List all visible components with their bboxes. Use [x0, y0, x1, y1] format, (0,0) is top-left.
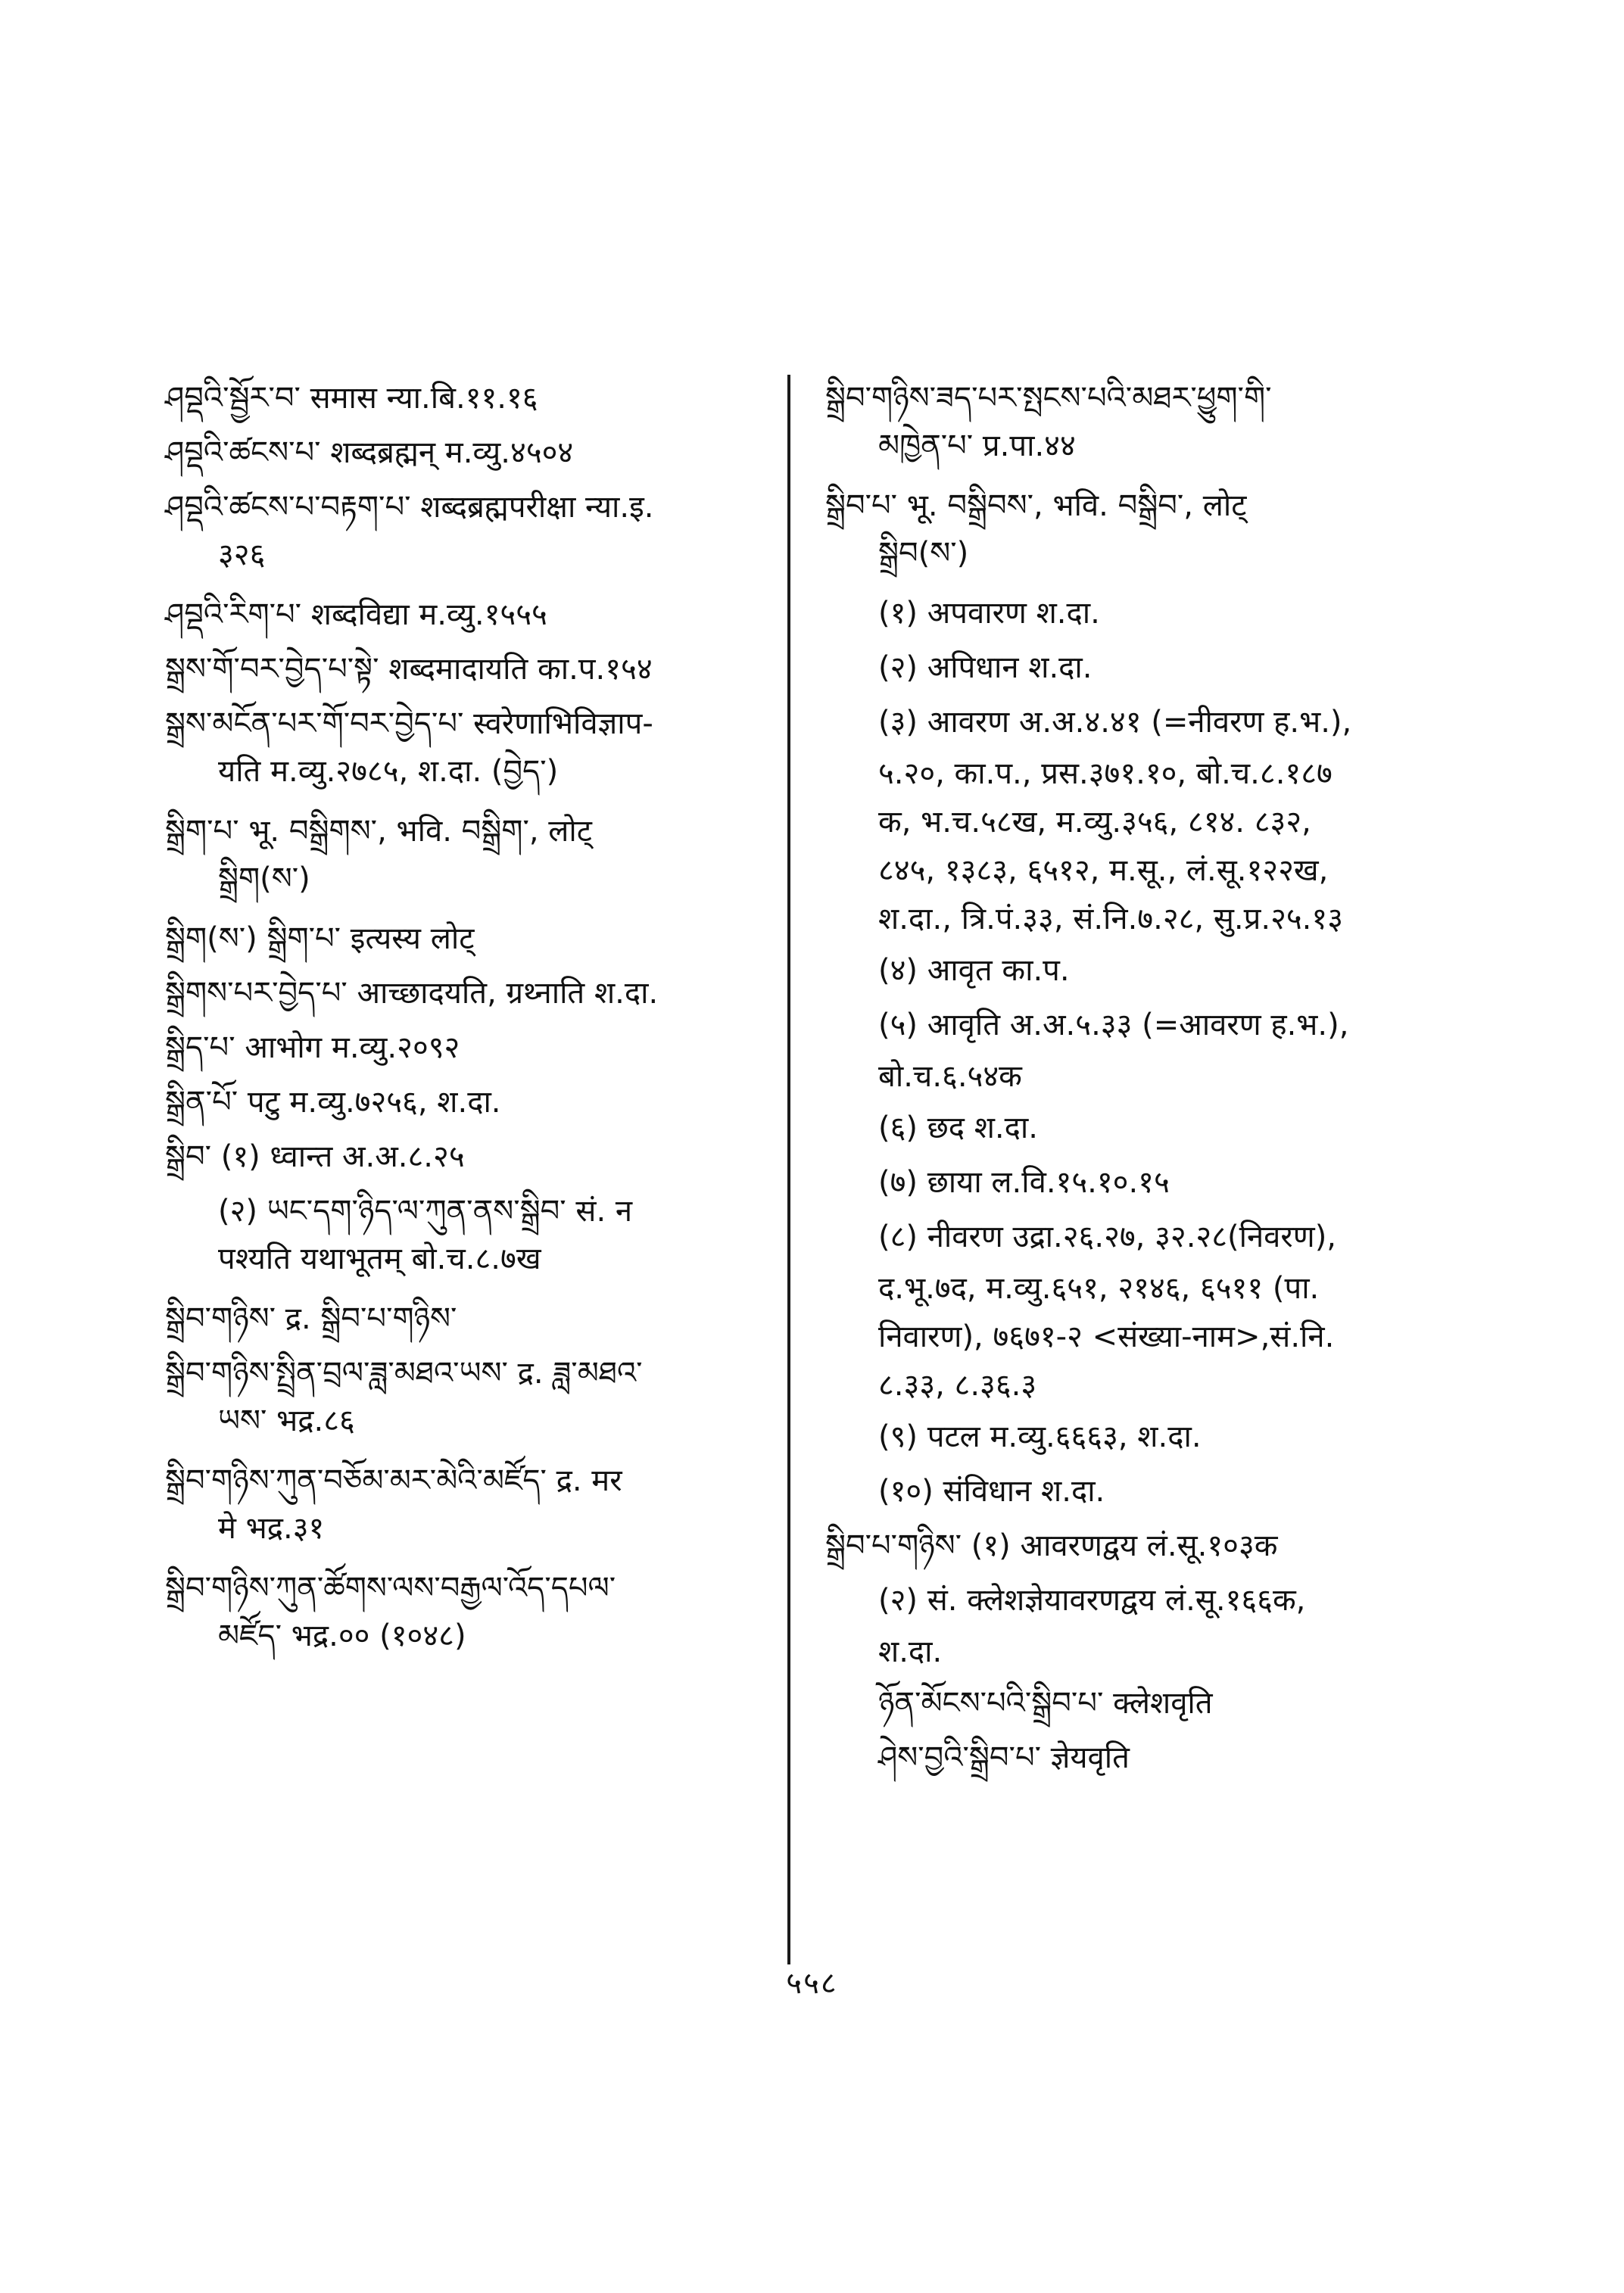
dictionary-entry: སྒྲིབ་གཉིས་ द्र. སྒྲིབ་པ་གཉིས་ [165, 1301, 457, 1336]
dictionary-entry: སྒྲིག་པ་ भू. བསྒྲིགས་, भवि. བསྒྲིག་, लोट् [165, 814, 592, 849]
entry-continuation: མཛོད་ भद्र.०० (१०४८) [218, 1618, 466, 1653]
dictionary-entry: སྒྲིག(ས་) སྒྲིག་པ་ इत्यस्य लोट् [165, 921, 475, 956]
sense-line: (५) आवृति अ.अ.५.३३ (=आवरण ह.भ.), [878, 1008, 1349, 1042]
left-column [165, 371, 775, 1668]
entry-continuation: क, भ.च.५८ख, म.व्यु.३५६, ८१४. ८३२, [878, 805, 1311, 840]
sense-line: (९) पटल म.व्यु.६६६३, श.दा. [878, 1419, 1202, 1454]
dictionary-entry: ཤབྡའི་སྦྱོར་བ་ समास न्या.बि.११.१६ [165, 381, 538, 416]
dictionary-entry: སྒྲིབ་ (१) ध्वान्त अ.अ.८.२५ [165, 1139, 465, 1174]
entry-continuation: द.भू.७द, म.व्यु.६५१, २१४६, ६५११ (पा. [878, 1271, 1320, 1306]
entry-continuation: ५.२०, का.प., प्रस.३७१.१०, बो.च.८.१८७ [878, 756, 1333, 791]
entry-continuation: श.दा., त्रि.पं.३३, सं.नि.७.२८, सु.प्र.२५.१३ [878, 902, 1343, 936]
sense-line: (६) छद श.दा. [878, 1111, 1038, 1145]
entry-continuation: ཡས་ भद्र.८६ [218, 1404, 355, 1438]
dictionary-entry: སྒྲིགས་པར་བྱེད་པ་ आच्छादयति, ग्रथ्नाति श.दा. [165, 976, 659, 1011]
sense-line: (१०) संविधान श.दा. [878, 1474, 1105, 1509]
entry-continuation: श.दा. [878, 1634, 943, 1669]
sense-line: ཤེས་བྱའི་སྒྲིབ་པ་ ज्ञेयवृति [878, 1740, 1130, 1775]
entry-continuation: སྒྲིབ(ས་) [878, 536, 969, 571]
dictionary-entry: སྒྲས་གོ་བར་བྱེད་པ་སྟེ་ शब्दमादायति का.प.१५४ [165, 652, 653, 687]
entry-continuation: སྒྲིག(ས་) [218, 861, 310, 896]
entry-continuation: निवारण), ७६७१-२ <संख्या-नाम>,सं.नि. [878, 1319, 1335, 1354]
sense-line: (७) छाया ल.वि.१५.१०.१५ [878, 1165, 1170, 1200]
entry-continuation: ८.३३, ८.३६.३ [878, 1368, 1037, 1403]
entry-continuation: ३२६ [218, 537, 266, 572]
dictionary-entry: སྒྲིབ་པ་གཉིས་ (१) आवरणद्वय लं.सू.१०३क [825, 1528, 1278, 1563]
entry-continuation: यति म.व्यु.२७८५, श.दा. (བྱེད་) [218, 754, 559, 789]
dictionary-entry: སྒྲིབ་གཉིས་ཀུན་བཅོམ་མར་མེའི་མཛོད་ द्र. मर [165, 1463, 622, 1498]
entry-continuation: ८४५, १३८३, ६५१२, म.सू., लं.सू.१२२ख, [878, 853, 1329, 888]
page-number: ५५८ [786, 1966, 838, 2001]
dictionary-entry: སྒྲིབ་པ་ भू. བསྒྲིབས་, भवि. བསྒྲིབ་, लोट् [825, 488, 1247, 523]
sense-line: (३) आवरण अ.अ.४.४१ (=नीवरण ह.भ.), [878, 705, 1352, 740]
dictionary-entry: སྒྲིད་པ་ आभोग म.व्यु.२०९२ [165, 1030, 460, 1065]
entry-continuation: मे भद्र.३१ [218, 1511, 325, 1546]
sense-line: (४) आवृत का.प. [878, 953, 1070, 988]
entry-continuation: बो.च.६.५४क [878, 1059, 1022, 1094]
dictionary-entry: སྒྲིབ་གཉིས་སྤྲིན་བྲལ་ཟླ་མཐའ་ཡས་ द्र. ཟླ་མཐའ་ [165, 1356, 643, 1391]
dictionary-entry: སྒྲིབ་གཉིས་ཀུན་ཚོགས་ལས་བརྒྱལ་འོད་དཔལ་ [165, 1571, 616, 1606]
sense-line: (२) ཡང་དག་ཉིད་ལ་ཀུན་ནས་སྒྲིབ་ सं. न [218, 1194, 633, 1229]
dictionary-entry: ཤབྡའི་ཚངས་པ་བརྟག་པ་ शब्दब्रह्मपरीक्षा न्या.इ. [165, 490, 654, 525]
sense-line: (२) सं. क्लेशज्ञेयावरणद्वय लं.सू.१६६क, [878, 1583, 1306, 1618]
dictionary-entry: སྒྲིབ་གཉིས་ཟད་པར་སྤངས་པའི་མཐར་ཕྱུག་གི་ [825, 381, 1272, 416]
sense-line: (२) अपिधान श.दा. [878, 650, 1093, 685]
sense-line: ཉོན་མོངས་པའི་སྒྲིབ་པ་ क्लेशवृति [878, 1686, 1213, 1721]
dictionary-entry: ཤབྡའི་ཚངས་པ་ शब्दब्रह्मन् म.व्यु.४५०४ [165, 435, 574, 470]
column-divider [787, 375, 790, 1964]
dictionary-entry: སྒྲིན་པོ་ पटु म.व्यु.७२५६, श.दा. [165, 1085, 501, 1120]
sense-line: (१) अपवारण श.दा. [878, 596, 1100, 631]
right-column [825, 371, 1435, 1785]
sense-line: (८) नीवरण उद्रा.२६.२७, ३२.२८(निवरण), [878, 1220, 1337, 1254]
entry-continuation: पश्यति यथाभूतम् बो.च.८.७ख [218, 1242, 541, 1276]
entry-continuation: མཁྱེན་པ་ प्र.पा.४४ [878, 428, 1076, 463]
dictionary-entry: སྒྲས་མངོན་པར་གོ་བར་བྱེད་པ་ स्वरेणाभिविज्ञाप- [165, 706, 653, 741]
dictionary-entry: ཤབྡའི་རིག་པ་ शब्दविद्या म.व्यु.१५५५ [165, 597, 547, 632]
